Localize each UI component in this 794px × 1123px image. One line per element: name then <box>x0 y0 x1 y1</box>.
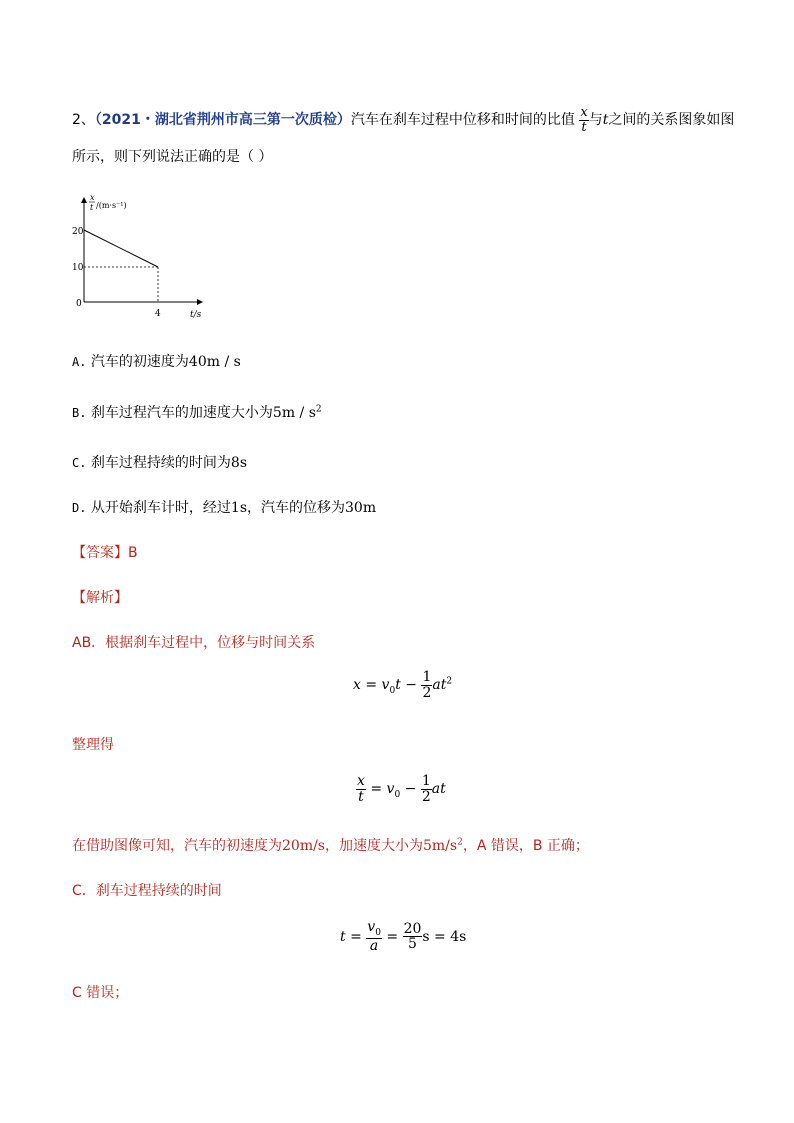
eq3-result: 4s <box>450 928 467 945</box>
question-stem-part1: 汽车在刹车过程中位移和时间的比值 <box>350 112 575 129</box>
eq1-sup: 2 <box>446 676 453 687</box>
ratio-denominator: t <box>581 119 587 135</box>
option-b-sup: 2 <box>315 404 322 415</box>
answer-value: B <box>128 545 138 561</box>
analysis-line2: 整理得 <box>72 737 114 753</box>
analysis-line5: C 错误； <box>72 985 129 1001</box>
eq1-frac <box>421 670 432 700</box>
xlabel: t/s <box>190 310 202 320</box>
ytick-10: 10 <box>72 263 84 273</box>
answer-label: 【答案】 <box>72 545 128 561</box>
eq3-equals-3: = <box>434 928 446 945</box>
data-line <box>84 230 158 267</box>
analysis-line1: AB．根据刹车过程中，位移与时间关系 <box>72 635 316 651</box>
xt-t-graph <box>62 192 212 322</box>
ylabel-num: x <box>90 193 95 202</box>
question-var-t: t <box>602 112 609 129</box>
eq1-lhs: x <box>353 677 361 694</box>
eq1-at: at <box>432 677 447 694</box>
ylabel-unit: /(m·s⁻¹) <box>96 201 127 210</box>
eq1-sub: 0 <box>389 685 396 696</box>
eq1-frac-den: 2 <box>422 684 432 701</box>
eq3-frac1-num: v <box>367 919 376 935</box>
option-d <box>72 497 376 517</box>
eq2-frac-den: 2 <box>421 788 431 805</box>
eq3-frac2-den: 5 <box>408 936 417 953</box>
option-b <box>72 402 322 422</box>
eq2-at: at <box>431 781 446 798</box>
line3-c: ，A 错误，B 正确； <box>462 838 589 854</box>
line3-a: 在借助图像可知，汽车的初速度为 <box>72 838 282 854</box>
eq3-equals-2: = <box>386 928 399 945</box>
ratio-numerator: x <box>580 105 588 120</box>
option-a <box>72 351 241 371</box>
eq1-v: v <box>381 677 390 694</box>
analysis-line3 <box>72 835 589 855</box>
ytick-20: 20 <box>72 227 84 237</box>
ratio-fraction <box>579 106 588 134</box>
line3-v: 20m/s <box>282 838 325 854</box>
analysis-line4: C．刹车过程持续的时间 <box>72 883 222 899</box>
answer-line <box>72 542 138 562</box>
eq3-sub: 0 <box>375 927 381 938</box>
line3-sup: 2 <box>457 837 463 848</box>
eq2-lhs-frac <box>356 774 366 804</box>
eq2-lhs-num: x <box>357 773 365 789</box>
option-d-text: 从开始刹车计时，经过 <box>90 500 231 516</box>
eq2-minus: − <box>404 781 417 798</box>
eq3-frac1-den: a <box>369 938 379 955</box>
eq2-equals: = <box>370 781 383 798</box>
question-number: 2 <box>72 112 81 129</box>
xtick-4: 4 <box>155 309 161 319</box>
question-stem-line2: 所示，则下列说法正确的是（ ） <box>72 149 273 165</box>
eq1-minus: − <box>405 677 418 694</box>
option-d-value2: 30m <box>345 500 377 516</box>
option-b-letter: B. <box>72 406 87 420</box>
question-stem-part3: 之间的关系图象如图 <box>608 112 735 129</box>
equation-2 <box>356 774 446 804</box>
option-b-text: 刹车过程汽车的加速度大小为 <box>90 405 273 421</box>
question-sep: 、 <box>80 112 95 129</box>
question-source: （2021・湖北省荆州市高三第一次质检） <box>94 112 351 129</box>
option-a-value: 40m / s <box>188 354 241 370</box>
option-d-text2: ，汽车的位移为 <box>247 500 345 516</box>
eq3-frac-1 <box>366 920 382 954</box>
option-c-letter: C. <box>72 456 87 470</box>
eq1-t: t <box>395 677 401 694</box>
option-c <box>72 452 247 472</box>
eq2-v: v <box>386 781 395 798</box>
option-a-letter: A. <box>72 355 87 369</box>
eq1-equals: = <box>365 677 378 694</box>
eq1-frac-num: 1 <box>422 669 432 685</box>
eq3-equals-1: = <box>350 928 362 945</box>
option-a-text: 汽车的初速度为 <box>90 354 189 370</box>
line3-b: ，加速度大小为 <box>325 838 423 854</box>
question-stem-line1 <box>72 106 734 134</box>
option-b-value: 5m / s <box>272 405 316 421</box>
line3-acc: 5m/s <box>423 838 458 854</box>
option-d-letter: D. <box>72 501 87 515</box>
eq3-frac-2 <box>403 922 423 952</box>
option-d-value: 1s <box>230 500 247 516</box>
eq3-frac2-num: 20 <box>403 920 422 937</box>
equation-3 <box>340 920 466 954</box>
eq2-frac <box>421 774 432 804</box>
ytick-0: 0 <box>76 299 82 309</box>
option-c-text: 刹车过程持续的时间为 <box>90 455 231 471</box>
eq2-sub: 0 <box>394 789 401 800</box>
eq3-s: s <box>422 928 430 945</box>
ylabel-den: t <box>90 203 94 212</box>
equation-1 <box>353 670 452 700</box>
eq2-frac-num: 1 <box>421 773 431 789</box>
eq3-t: t <box>340 928 346 945</box>
question-stem-part2: 与 <box>588 112 603 129</box>
option-c-value: 8s <box>230 455 247 471</box>
eq2-lhs-den: t <box>358 788 364 805</box>
analysis-label: 【解析】 <box>72 590 128 606</box>
